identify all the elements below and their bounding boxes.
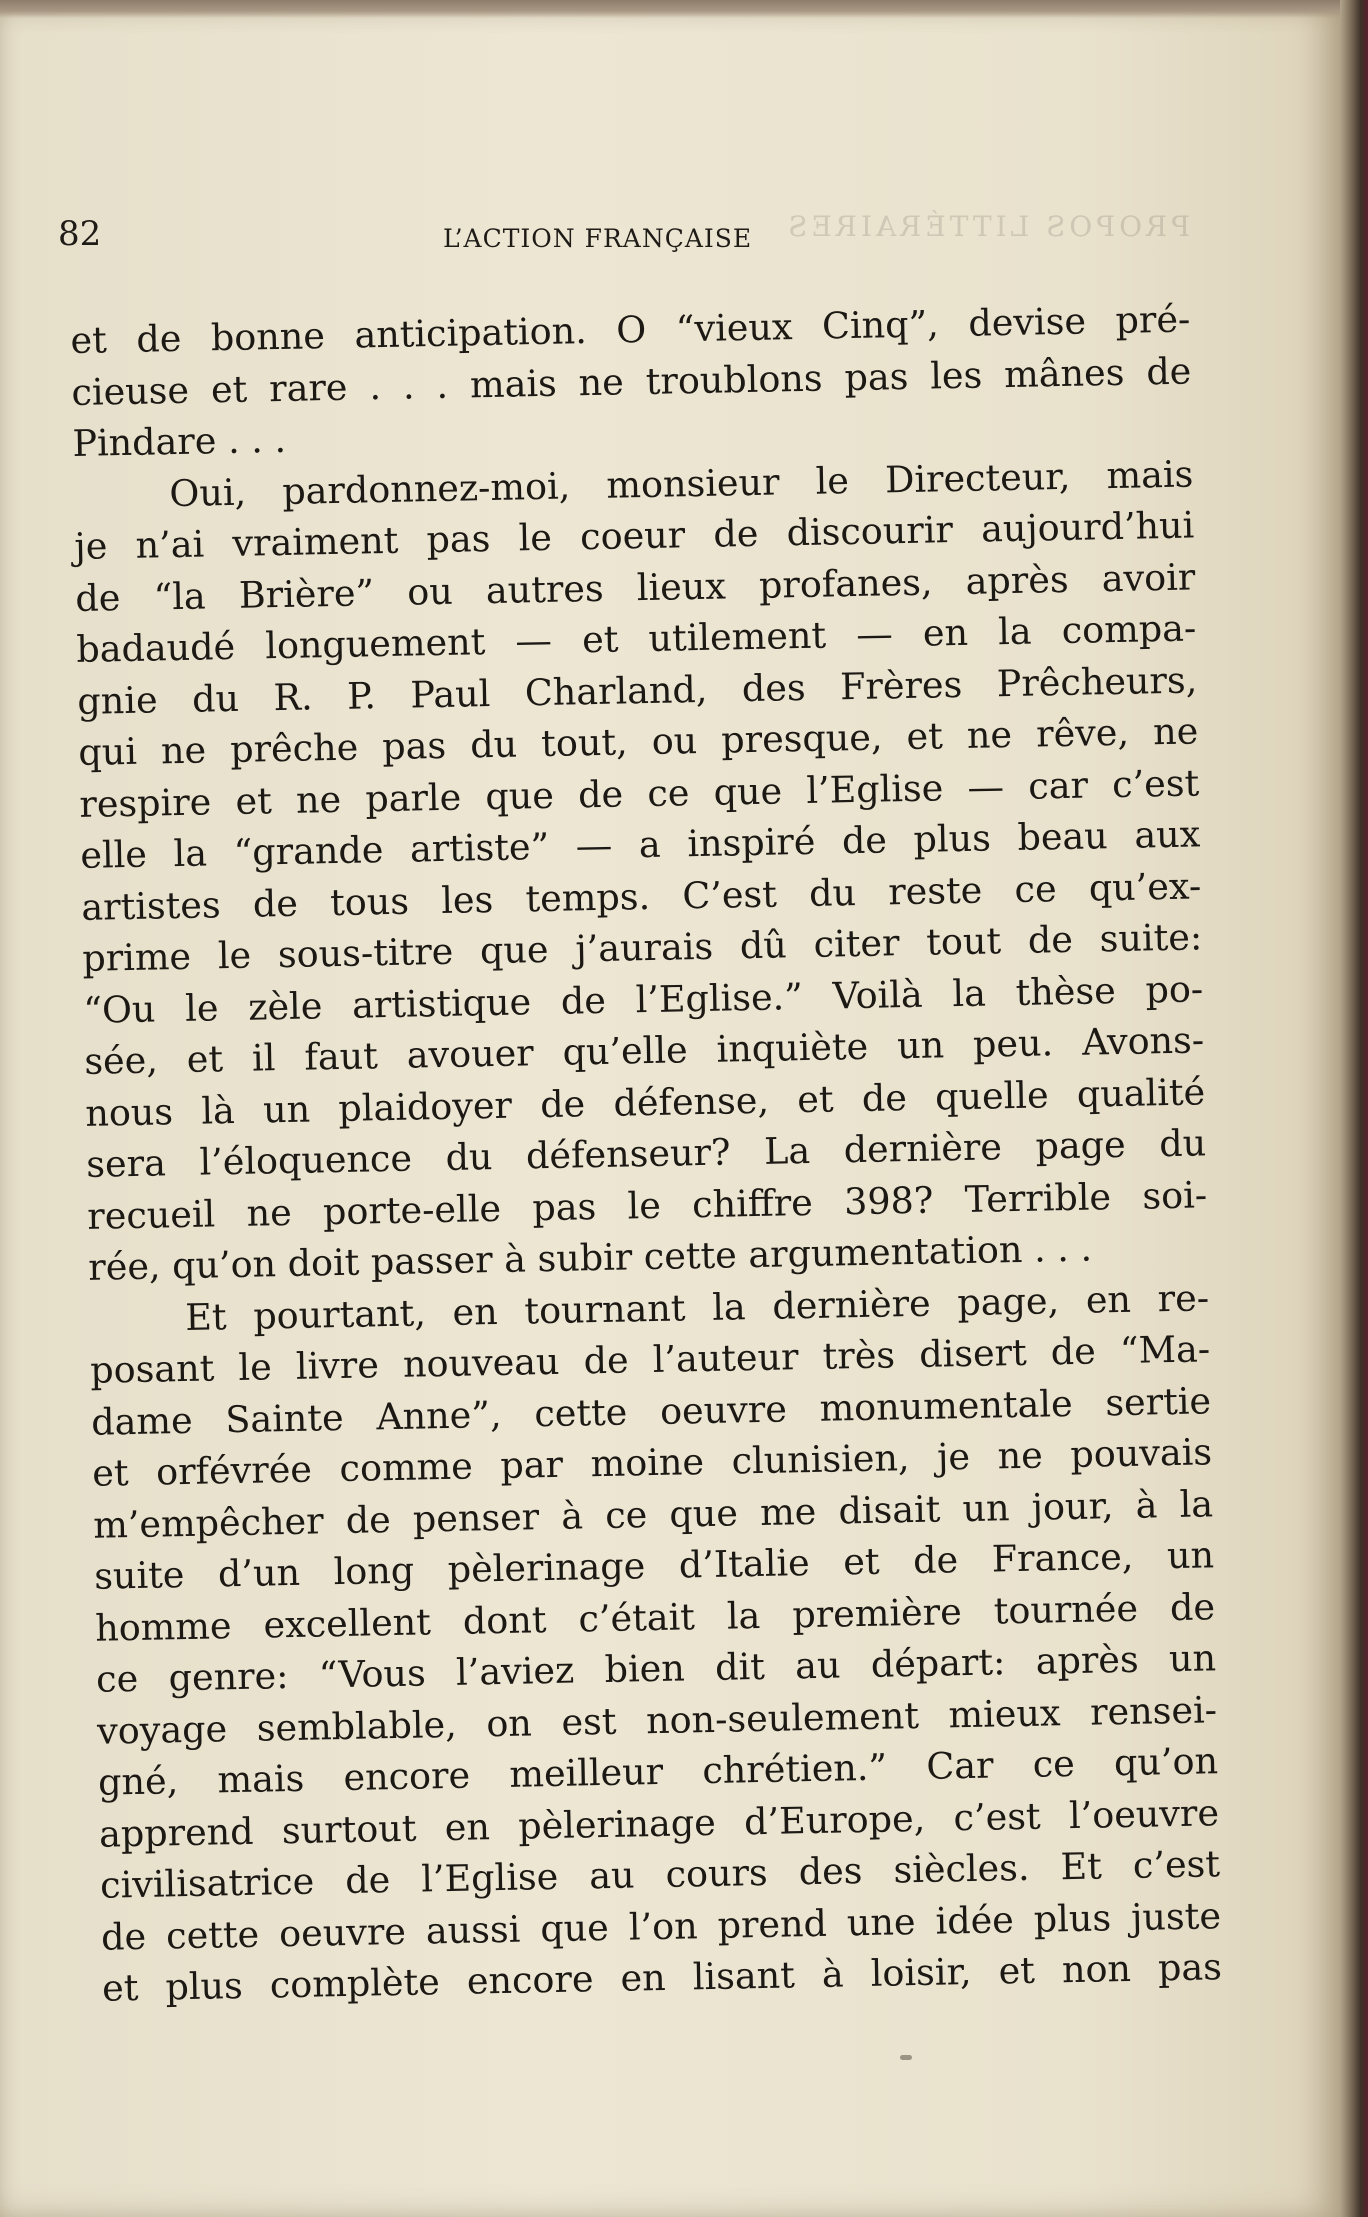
text-line: rée, qu’on doit passer à subir cette argumentation . . . (87, 1226, 1093, 1289)
text-line: nous là un plaidoyer de défense, et de quelle qualité (84, 1069, 1206, 1135)
bleed-through-header: PROPOS LITTÉRAIRES (784, 210, 1190, 243)
text-line: apprend surtout en pèlerinage d’Europe, c’est l’oeuvre (98, 1790, 1220, 1856)
text-line: de cette oeuvre aussi que l’on prend une idée plus juste (100, 1893, 1222, 1959)
text-line: respire et ne parle que de ce que l’Eglise — car c’est (78, 760, 1200, 826)
text-line: sera l’éloquence du défenseur? La dernière page du (85, 1121, 1207, 1186)
text-line: m’empêcher de penser à ce que me disait un jour, à la (92, 1481, 1214, 1547)
text-line: homme excellent dont c’était la première tournée de (94, 1584, 1216, 1650)
text-line: je n’ai vraiment pas le coeur de discourir aujourd’hui (74, 503, 1195, 568)
page-top-edge (0, 0, 1368, 18)
text-line: voyage semblable, on est non-seulement mieux rensei- (96, 1687, 1218, 1753)
page-number: 82 (58, 214, 102, 254)
text-line: ce genre: “Vous l’aviez bien dit au départ: après un (95, 1636, 1217, 1701)
text-line: et orfévrée comme par moine clunisien, je ne pouvais (91, 1430, 1213, 1495)
ink-smudge (900, 2055, 912, 2060)
text-line: Pindare . . . (72, 417, 287, 465)
text-line: prime le sous-titre que j’aurais dû citer tout de suite: (81, 915, 1203, 980)
text-line: qui ne prêche pas du tout, ou presque, et ne rêve, ne (77, 709, 1199, 774)
paragraph-start-line: Et pourtant, en tournant la dernière page, en re- (184, 1275, 1210, 1339)
text-line: civilisatrice de l’Eglise au cours des siècles. Et c’est (99, 1842, 1221, 1907)
text-line: cieuse et rare . . . mais ne troublons pas les mânes de (71, 348, 1192, 414)
text-line: posant le livre nouveau de l’auteur très disert de “Ma- (89, 1327, 1211, 1392)
body-text (70, 293, 1222, 2014)
text-line: “Ou le zèle artistique de l’Eglise.” Voilà la thèse po- (82, 966, 1204, 1032)
page-header (58, 214, 1178, 264)
text-line: badaudé longuement — et utilement — en la compa- (76, 606, 1197, 671)
text-line: et plus complète encore en lisant à loisir, et non pas (101, 1945, 1223, 2010)
text-line: de “la Brière” ou autres lieux profanes, après avoir (75, 554, 1196, 620)
text-line: suite d’un long pèlerinage d’Italie et de France, un (93, 1533, 1215, 1598)
text-line: recueil ne porte-elle pas le chiffre 398? Terrible soi- (86, 1172, 1208, 1238)
paragraph-start-line: Oui, pardonnez-moi, monsieur le Directeur, mais (169, 451, 1194, 515)
text-line: elle la “grande artiste” — a inspiré de plus beau aux (79, 812, 1201, 877)
running-head: L’ACTION FRANÇAISE (443, 224, 753, 253)
text-line: artistes de tous les temps. C’est du reste ce qu’ex- (80, 863, 1202, 929)
text-line: et de bonne anticipation. O “vieux Cinq”, devise pré- (70, 297, 1191, 362)
text-line: gnie du R. P. Paul Charland, des Frères Prêcheurs, (76, 657, 1198, 723)
text-line: sée, et il faut avouer qu’elle inquiète un peu. Avons- (83, 1018, 1205, 1083)
text-line: gné, mais encore meilleur chrétien.” Car ce qu’on (97, 1739, 1219, 1804)
book-spine-edge (1340, 0, 1368, 2217)
text-line: dame Sainte Anne”, cette oeuvre monumentale sertie (90, 1378, 1212, 1444)
